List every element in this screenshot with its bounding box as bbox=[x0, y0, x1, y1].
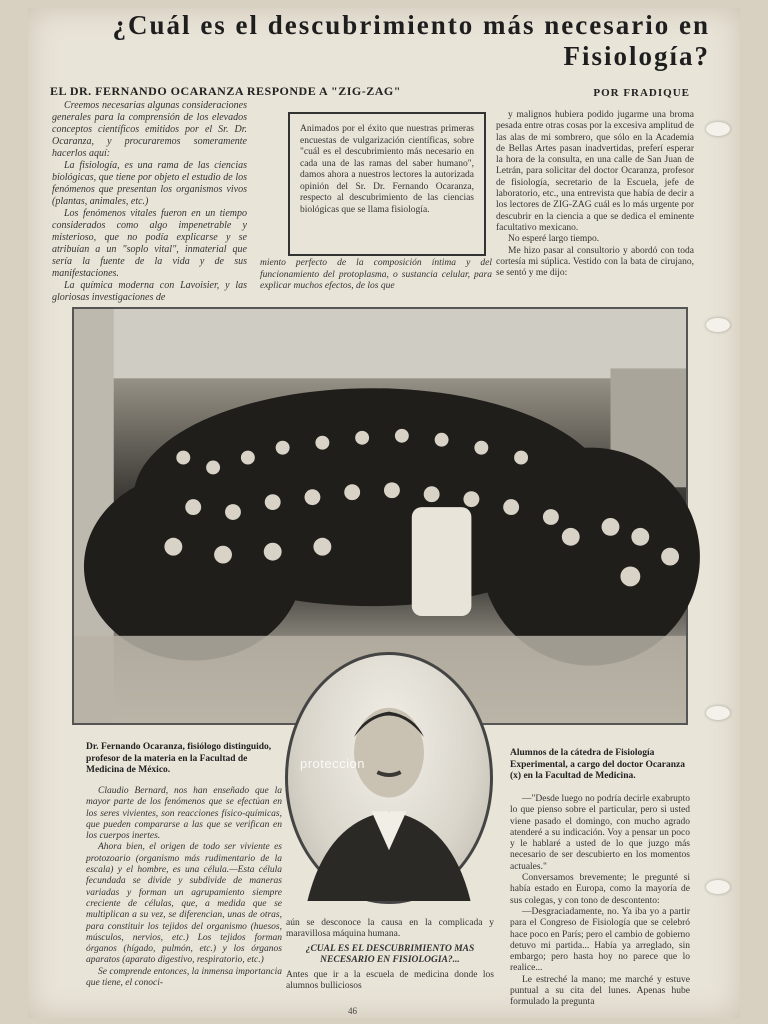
binding-hole bbox=[706, 880, 730, 894]
body-left-paragraph: Se comprende entonces, la inmensa importancia que tiene, el conoci- bbox=[86, 966, 282, 989]
body-left-paragraph: Ahora bien, el origen de todo ser viviente es protozoario (organismo más rudimentario de la escala) y el hombre, es una célula.—Esta célula fecundada se divide y subdivide de maneras variadas y forman un agrupamiento siempre creciente de células, que, a medida que se multiplican a su vez, se diferencian, unas de otras, para constituir los tejidos del organismo (huesos, músculos, nervios, etc.) Los tejidos forman órganos (hígado, pulmón, etc.) y los órganos aparatos (aparato digestivo, respiratorio, etc.) bbox=[86, 842, 282, 966]
body-right-paragraph: Le estreché la mano; me marché y estuve puntual a su cita del lunes. Apenas hube formulado la pregunta bbox=[510, 974, 690, 1008]
body-right-paragraph: —"Desde luego no podría decirle exabrupto lo que pienso sobre el particular, pero si usted viene pasado el domingo, con mucho agrado atenderé a su indicación. Voy a pensar un poco y le hablaré a usted de lo que juzgo más necesario de ser descubierto en los momentos actuales." bbox=[510, 794, 690, 872]
body-center-paragraph: Antes que ir a la escuela de medicina donde los alumnos bulliciosos bbox=[286, 970, 494, 991]
portrait-photo bbox=[285, 652, 493, 904]
body-right-column bbox=[510, 794, 690, 1008]
binding-hole bbox=[706, 706, 730, 720]
body-right-paragraph: Conversamos brevemente; le pregunté si había estado en Europa, como la mayoría de sus colegas, y con tono de descontento: bbox=[510, 873, 690, 906]
binding-hole bbox=[706, 122, 730, 136]
article-author: POR FRADIQUE bbox=[593, 87, 690, 99]
portrait-caption: Dr. Fernando Ocaranza, fisiólogo distinguido, profesor de la materia en la Facultad de Medicina de México. bbox=[86, 742, 272, 775]
body-center-column bbox=[286, 918, 494, 1013]
portrait-illustration bbox=[288, 655, 490, 901]
body-left-column bbox=[86, 786, 282, 1008]
body-left-paragraph: Claudio Bernard, nos han enseñado que la mayor parte de los fenómenos que se efectúan en los seres vivientes, son reacciones físico-químicas, que pueden compararse a las que se verifican en los cuerpos inertes. bbox=[86, 786, 282, 842]
body-right-paragraph: —Desgraciadamente, no. Ya iba yo a partir para el Congreso de Fisiología que se celebró hace poco en París; pero el cambio de gobierno detuvo mi partida... Había ya arreglado, sin embargo; pero hasta hoy no parece que lo realice... bbox=[510, 906, 690, 974]
binding-hole bbox=[706, 318, 730, 332]
editorial-box bbox=[288, 112, 486, 256]
page-number: 46 bbox=[348, 1006, 357, 1016]
group-photo-caption: Alumnos de la cátedra de Fisiología Experimental, a cargo del doctor Ocaranza (x) en la Facultad de Medicina. bbox=[510, 748, 686, 781]
body-center-paragraph: aún se desconoce la causa en la complicada y maravillosa máquina humana. bbox=[286, 918, 494, 939]
right-top-column bbox=[496, 110, 694, 300]
editorial-box-text: Animados por el éxito que nuestras primeras encuestas de vulgarización científicas, sobre "cuál es el descubrimiento más necesario en cada una de las ramas del saber humano", damos ahora a nuestros lectores la autorizada opinión del Sr. Dr. Fernando Ocaranza, respecto al descubrimiento de las ciencias biológicas que se llama fisiología. bbox=[300, 124, 474, 215]
right-top-paragraph: No esperé largo tiempo. bbox=[508, 234, 600, 245]
section-subheading: ¿CUAL ES EL DESCUBRIMIENTO MAS NECESARIO EN FISIOLOGIA?... bbox=[305, 944, 475, 965]
middle-continuation-text: miento perfecto de la composición íntima y del funcionamiento del protoplasma, o sustancia celular, para explicar muchos efectos, de los que bbox=[260, 258, 492, 291]
intro-paragraph: Los fenómenos vitales fueron en un tiempo considerados como algo impenetrable y misterioso, que no podía explicarse y se atribuían a un "soplo vital", inmaterial que sería la fuente de la vida y de sus manifestaciones. bbox=[52, 208, 247, 279]
intro-column bbox=[52, 100, 247, 303]
intro-paragraph: Creemos necesarias algunas consideraciones generales para la comprensión de los elevados conceptos científicos emitidos por el Sr. Dr. Ocaranza, y procuraremos someramente hacerlos aquí: bbox=[52, 100, 247, 159]
right-top-paragraph: Me hizo pasar al consultorio y abordó con toda cortesía mi súplica. Vestido con la bata de cirujano, se sentó y me dijo: bbox=[496, 245, 694, 279]
right-top-paragraph: y malignos hubiera podido jugarme una broma pesada entre otras cosas por la excesiva amplitud de las alas de mi sombrero, que sólo en la Academia de Bellas Artes pasan inadvertidas, preferí esperar la hora de la consulta, en una calle de San Juan de Letrán, para solicitar del doctor Ocaranza, profesor de fisiología, secretario de la Escuela, jefe de laboratorio, etc., una entrevista que había de decir a los lectores de ZIG-ZAG cuál es lo más urgente por descubrir en la ciencia a que se dedica el eminente facultativo mexicano. bbox=[496, 110, 694, 233]
article-byline: EL DR. FERNANDO OCARANZA RESPONDE A "ZIG-ZAG" bbox=[50, 84, 401, 98]
article-headline: ¿Cuál es el descubrimiento más necesario en Fisiología? bbox=[112, 10, 710, 71]
middle-continuation bbox=[260, 258, 492, 298]
intro-paragraph: La fisiología, es una rama de las ciencias biológicas, que tiene por objeto el estudio de los fenómenos que presentan los organismos vivos (plantas, animales, etc.) bbox=[52, 160, 247, 207]
intro-paragraph: La química moderna con Lavoisier, y las gloriosas investigaciones de bbox=[52, 280, 247, 303]
watermark-text: proteccion bbox=[300, 756, 365, 771]
